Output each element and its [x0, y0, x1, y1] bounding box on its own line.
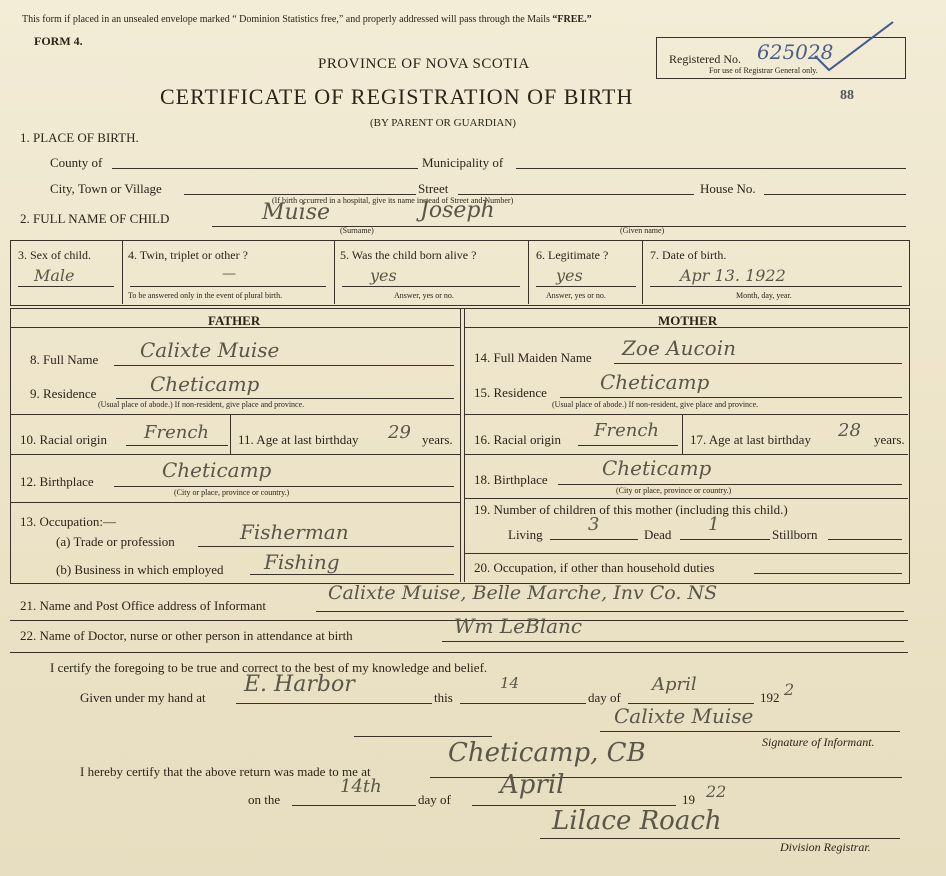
answer-line	[114, 486, 454, 487]
date-value: Apr 13. 1922	[680, 266, 786, 285]
municipality-line	[516, 168, 906, 169]
on-the-label: on the	[248, 792, 281, 807]
answer-line	[558, 484, 902, 485]
mother-race-value: French	[594, 420, 660, 441]
divider	[682, 414, 683, 454]
sex-value: Male	[34, 266, 75, 285]
answer-line	[18, 286, 114, 287]
occupation-label: 13. Occupation:—	[20, 514, 117, 529]
row-line	[465, 414, 908, 415]
answer-line	[536, 286, 636, 287]
surname-caption: (Surname)	[340, 226, 374, 235]
informant-signature-caption: Signature of Informant.	[762, 735, 875, 749]
divider	[642, 240, 643, 304]
father-race-label: 10. Racial origin	[20, 432, 108, 447]
mother-heading: MOTHER	[658, 313, 718, 328]
place-of-birth-label: 1. PLACE OF BIRTH.	[20, 130, 139, 145]
divider	[122, 240, 123, 304]
row-line	[465, 498, 908, 499]
registrar-signature: Lilace Roach	[552, 806, 722, 836]
legitimate-label: 6. Legitimate ?	[536, 248, 609, 262]
registration-number: 625028	[757, 40, 834, 64]
doctor-label: 22. Name of Doctor, nurse or other person in attendance at birth	[20, 628, 353, 643]
form-number: FORM 4.	[34, 34, 83, 48]
informant-value: Calixte Muise, Belle Marche, Inv Co. NS	[328, 582, 718, 604]
mother-name-label: 14. Full Maiden Name	[474, 350, 592, 365]
divider	[528, 240, 529, 304]
row-line	[465, 553, 908, 554]
answer-line	[130, 286, 326, 287]
row-line	[10, 454, 460, 455]
county-line	[112, 168, 418, 169]
alive-label: 5. Was the child born alive ?	[340, 248, 477, 262]
row-line	[10, 502, 460, 503]
answer-line	[614, 363, 902, 364]
child-name-label: 2. FULL NAME OF CHILD	[20, 211, 170, 226]
mother-age-label: 17. Age at last birthday	[690, 432, 811, 447]
row-line	[10, 652, 908, 653]
doctor-value: Wm LeBlanc	[454, 614, 583, 638]
answer-line	[442, 641, 904, 642]
answer-line	[116, 398, 454, 399]
answer-line	[292, 805, 416, 806]
registrar-statement: I hereby certify that the above return was made to me at	[80, 764, 371, 779]
reg-year-suffix-value: 22	[706, 782, 727, 801]
legitimate-note: Answer, yes or no.	[546, 291, 606, 300]
this-label: this	[434, 690, 453, 705]
informant-label: 21. Name and Post Office address of Informant	[20, 598, 266, 613]
mother-race-label: 16. Racial origin	[474, 432, 562, 447]
parents-divider	[464, 308, 465, 582]
answer-line	[578, 445, 678, 446]
mother-occupation-label: 20. Occupation, if other than household duties	[474, 560, 715, 575]
answer-line	[650, 286, 902, 287]
house-line	[764, 194, 906, 195]
mother-residence-value: Cheticamp	[600, 370, 710, 394]
separator-line	[354, 736, 492, 737]
date-note: Month, day, year.	[736, 291, 792, 300]
twin-note: To be answered only in the event of plural birth.	[128, 291, 283, 300]
parents-divider	[460, 308, 461, 582]
sex-label: 3. Sex of child.	[18, 248, 91, 262]
father-residence-label: 9. Residence	[30, 386, 97, 401]
given-place-value: E. Harbor	[244, 672, 355, 697]
alive-note: Answer, yes or no.	[394, 291, 454, 300]
answer-line	[126, 445, 228, 446]
father-birthplace-note: (City or place, province or country.)	[174, 488, 290, 497]
year-prefix: 192	[760, 690, 780, 705]
registered-label: Registered No.	[669, 52, 741, 66]
divider	[230, 414, 231, 454]
children-count-label: 19. Number of children of this mother (including this child.)	[474, 502, 788, 517]
answer-line	[342, 286, 520, 287]
mother-residence-label: 15. Residence	[474, 385, 547, 400]
father-name-label: 8. Full Name	[30, 352, 99, 367]
informant-signature: Calixte Muise	[614, 704, 754, 728]
mother-name-value: Zoe Aucoin	[622, 336, 736, 360]
registrar-day-value: 14th	[340, 776, 382, 797]
legitimate-value: yes	[556, 266, 583, 285]
day-of-label: day of	[588, 690, 621, 705]
father-residence-value: Cheticamp	[150, 372, 260, 396]
postal-notice: This form if placed in an unsealed envelope marked “ Dominion Statistics free,” and properly addressed will pass through the Mails “FREE.”	[22, 14, 592, 25]
certificate-title: CERTIFICATE OF REGISTRATION OF BIRTH	[160, 84, 634, 109]
trade-label: (a) Trade or profession	[56, 534, 175, 549]
hospital-note: (If birth occurred in a hospital, give its name instead of Street and Number)	[272, 196, 514, 205]
business-label: (b) Business in which employed	[56, 562, 224, 577]
certify-statement: I certify the foregoing to be true and correct to the best of my knowledge and belief.	[50, 660, 488, 675]
father-years: years.	[422, 432, 453, 447]
registrar-month-value: April	[500, 770, 565, 800]
answer-line	[680, 539, 770, 540]
year-suffix-value: 2	[784, 680, 795, 699]
signature-line	[540, 838, 900, 839]
signature-line	[600, 731, 900, 732]
row-line	[10, 414, 460, 415]
answer-line	[250, 574, 454, 575]
registrar-use-note: For use of Registrar General only.	[709, 66, 818, 75]
given-day-value: 14	[500, 674, 520, 692]
registrar-place-value: Cheticamp, CB	[448, 738, 646, 768]
mother-residence-note: (Usual place of abode.) If non-resident, give place and province.	[552, 400, 759, 409]
father-heading: FATHER	[208, 313, 261, 328]
date-label: 7. Date of birth.	[650, 248, 727, 262]
registrar-signature-caption: Division Registrar.	[780, 840, 871, 854]
dead-label: Dead	[644, 527, 672, 542]
answer-line	[460, 703, 586, 704]
answer-line	[316, 611, 904, 612]
answer-line	[754, 573, 902, 574]
certificate-subtitle: (BY PARENT OR GUARDIAN)	[370, 117, 516, 129]
living-value: 3	[588, 514, 600, 535]
house-label: House No.	[700, 181, 756, 196]
dead-value: 1	[708, 514, 720, 535]
city-label: City, Town or Village	[50, 181, 162, 196]
father-race-value: French	[144, 422, 210, 443]
reg-year-prefix: 19	[682, 792, 695, 807]
father-age-value: 29	[388, 422, 411, 443]
mother-birthplace-note: (City or place, province or country.)	[616, 486, 732, 495]
province-heading: PROVINCE OF NOVA SCOTIA	[318, 56, 530, 72]
answer-line	[550, 539, 638, 540]
mother-birthplace-value: Cheticamp	[602, 456, 712, 480]
given-label: Given under my hand at	[80, 690, 206, 705]
living-label: Living	[508, 527, 543, 542]
check-mark-icon	[807, 18, 897, 78]
father-name-value: Calixte Muise	[140, 338, 280, 362]
child-surname: Muise	[262, 200, 331, 225]
given-month-value: April	[652, 674, 697, 695]
twin-value: —	[222, 266, 236, 282]
answer-line	[198, 546, 454, 547]
reg-day-of-label: day of	[418, 792, 451, 807]
answer-line	[828, 539, 902, 540]
divider	[334, 240, 335, 304]
answer-line	[560, 397, 902, 398]
twin-label: 4. Twin, triplet or other ?	[128, 248, 248, 262]
child-given-name: Joseph	[420, 198, 495, 223]
street-label: Street	[418, 181, 449, 196]
answer-line	[236, 703, 432, 704]
alive-value: yes	[370, 266, 397, 285]
county-label: County of	[50, 155, 103, 170]
mother-years: years.	[874, 432, 905, 447]
street-line	[458, 194, 694, 195]
municipality-label: Municipality of	[422, 155, 504, 170]
father-age-label: 11. Age at last birthday	[238, 432, 359, 447]
father-residence-note: (Usual place of abode.) If non-resident, give place and province.	[98, 400, 305, 409]
child-name-line	[212, 226, 906, 227]
trade-value: Fisherman	[240, 520, 349, 544]
corner-mark: 88	[840, 88, 854, 103]
row-line	[465, 454, 908, 455]
answer-line	[114, 365, 454, 366]
father-birthplace-label: 12. Birthplace	[20, 474, 94, 489]
stillborn-label: Stillborn	[772, 527, 818, 542]
father-birthplace-value: Cheticamp	[162, 458, 272, 482]
given-caption: (Given name)	[620, 226, 665, 235]
registration-box	[656, 37, 906, 79]
mother-birthplace-label: 18. Birthplace	[474, 472, 548, 487]
mother-age-value: 28	[838, 420, 861, 441]
city-line	[184, 194, 416, 195]
business-value: Fishing	[264, 550, 340, 574]
